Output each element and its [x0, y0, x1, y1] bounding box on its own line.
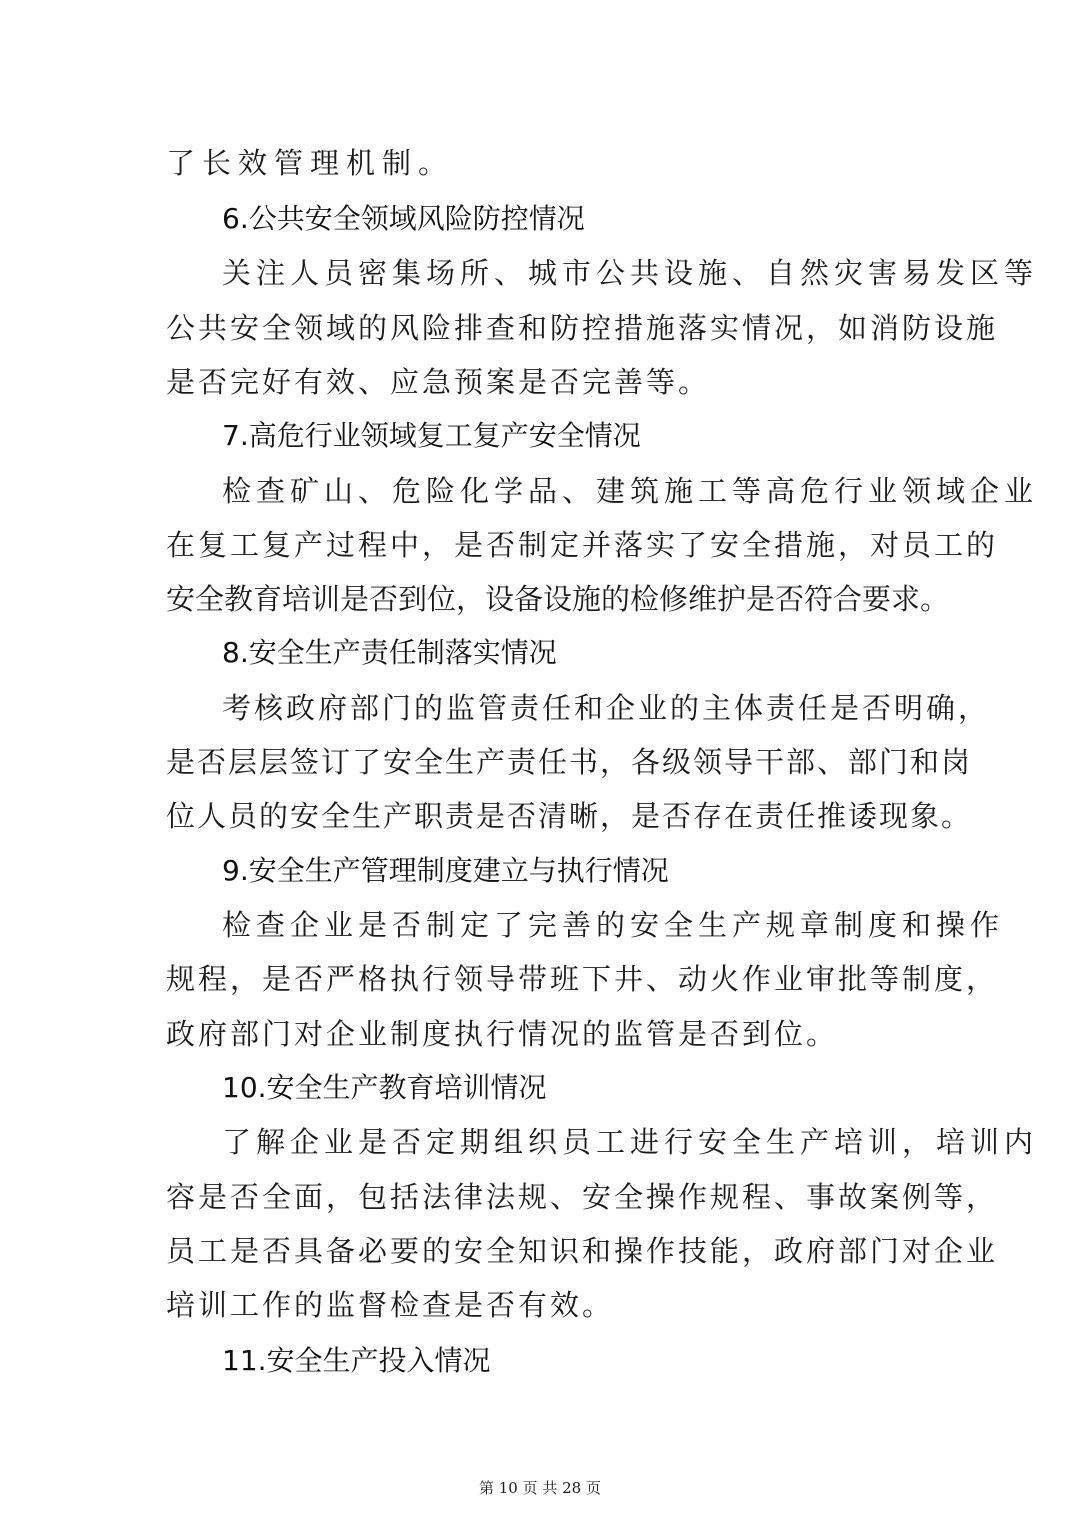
body-line: 员工是否具备必要的安全知识和操作技能，政府部门对企业	[166, 1234, 999, 1268]
section-heading: 6.公共安全领域风险防控情况	[222, 202, 585, 235]
section-heading: 8.安全生产责任制落实情况	[222, 636, 557, 669]
body-line: 是否层层签订了安全生产责任书，各级领导干部、部门和岗	[166, 745, 973, 779]
section-heading: 7.高危行业领域复工复产安全情况	[222, 419, 641, 452]
body-line: 政府部门对企业制度执行情况的监管是否到位。	[166, 1017, 839, 1051]
body-line: 位人员的安全生产职责是否清晰，是否存在责任推诿现象。	[166, 799, 973, 833]
body-line: 公共安全领域的风险排查和防控措施落实情况，如消防设施	[166, 311, 999, 345]
body-line: 检查矿山、危险化学品、建筑施工等高危行业领域企业	[222, 474, 1039, 508]
body-line: 了长效管理机制。	[166, 146, 455, 180]
section-heading: 9.安全生产管理制度建立与执行情况	[222, 854, 669, 887]
body-line: 是否完好有效、应急预案是否完善等。	[166, 365, 711, 399]
body-line: 规程，是否严格执行领导带班下井、动火作业审批等制度，	[166, 962, 999, 996]
page-number-footer: 第 10 页 共 28 页	[478, 1479, 601, 1497]
section-heading: 10.安全生产教育培训情况	[222, 1071, 547, 1104]
body-line: 安全教育培训是否到位，设备设施的检修维护是否符合要求。	[166, 582, 950, 616]
section-heading: 11.安全生产投入情况	[222, 1344, 491, 1377]
body-line: 检查企业是否制定了完善的安全生产规章制度和操作	[222, 908, 1005, 942]
body-line: 容是否全面，包括法律法规、安全操作规程、事故案例等，	[166, 1180, 999, 1214]
body-line: 在复工复产过程中，是否制定并落实了安全措施，对员工的	[166, 528, 999, 562]
body-line: 培训工作的监督检查是否有效。	[166, 1288, 615, 1322]
body-line: 关注人员密集场所、城市公共设施、自然灾害易发区等	[222, 256, 1039, 290]
body-line: 了解企业是否定期组织员工进行安全生产培训，培训内	[222, 1125, 1039, 1159]
body-line: 考核政府部门的监管责任和企业的主体责任是否明确，	[222, 691, 991, 725]
